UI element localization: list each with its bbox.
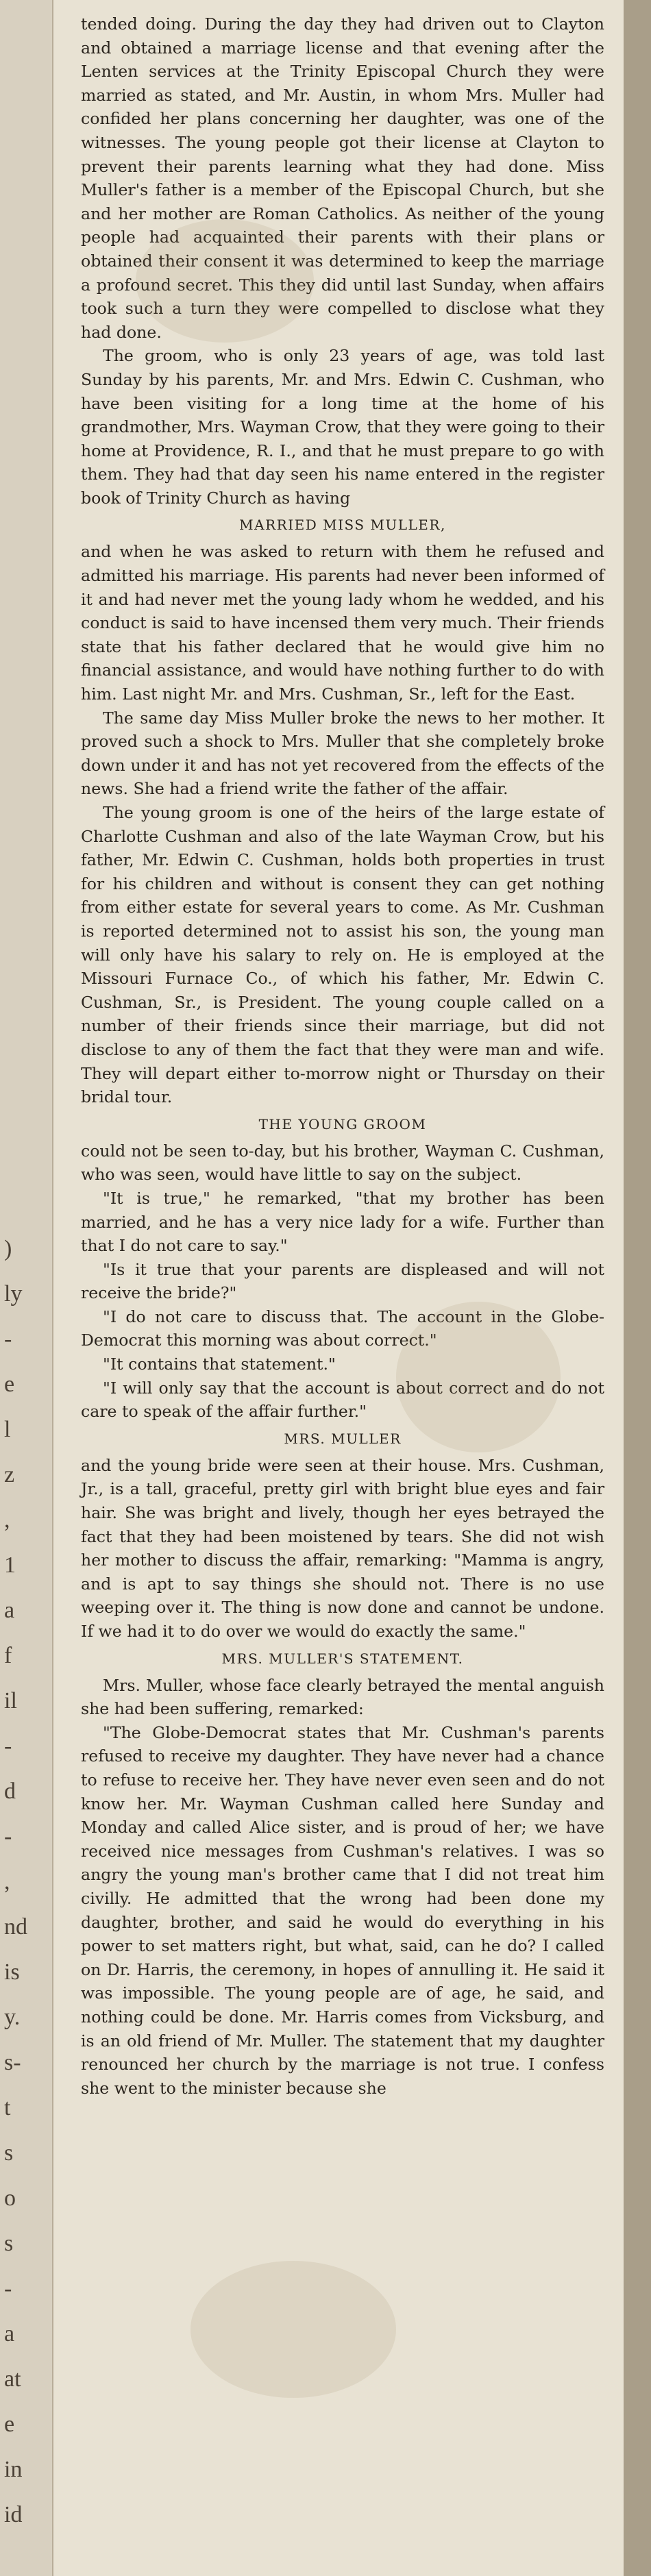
margin-fragment: f	[4, 1643, 12, 1668]
article-paragraph: could not be seen to-day, but his brother, Wayman C. Cushman, who was seen, would have little to say on the subject.	[81, 1141, 604, 1185]
margin-fragment: a	[4, 2321, 15, 2346]
margin-fragment: ly	[4, 1281, 23, 1306]
subheading: MARRIED MISS MULLER,	[239, 517, 446, 534]
article-paragraph: The groom, who is only 23 years of age, was told last Sunday by his parents, Mr. and Mrs. Edwin C. Cushman, who have been visiting for a long time at the home of his grandmother, Mrs. Wayman Crow, that they were going to their home at Providence, R. I., and that he must prepare to go with them. They had that day seen his name entered in the register book of Trinity Church as having	[81, 346, 604, 508]
margin-fragment: a	[4, 1598, 15, 1623]
paper-stain	[136, 219, 314, 343]
article-paragraph: "I do not care to discuss that. The account in the Globe-Democrat this morning was about correct."	[81, 1306, 604, 1350]
article-paragraph: The same day Miss Muller broke the news to her mother. It proved such a shock to Mrs. Muller that she completely broke down under it and has not yet recovered from the effects of the news. She had a friend write the father of the affair.	[81, 708, 604, 799]
article-paragraph: "Is it true that your parents are displeased and will not receive the bride?"	[81, 1259, 604, 1303]
paper-stain	[191, 2261, 396, 2398]
margin-fragment: il	[4, 1688, 17, 1713]
margin-fragment: -	[4, 1326, 12, 1352]
subheading: MRS. MULLER	[284, 1430, 402, 1447]
subheading: MRS. MULLER'S STATEMENT.	[221, 1650, 464, 1667]
article-paragraph: "It is true," he remarked, "that my brother has been married, and he has a very nice lady for a wife. Further than that I do not care to say."	[81, 1188, 604, 1256]
newspaper-clipping	[53, 0, 624, 2576]
margin-fragment: z	[4, 1462, 15, 1487]
article-paragraph: Mrs. Muller, whose face clearly betrayed the mental anguish she had been suffering, remarked:	[81, 1675, 604, 1719]
margin-fragment: t	[4, 2095, 11, 2120]
margin-fragment: ,	[4, 1869, 10, 1894]
article-body	[53, 0, 624, 2100]
margin-fragment: -	[4, 2276, 12, 2301]
margin-fragment: s	[4, 2231, 14, 2256]
margin-fragment: d	[4, 1779, 16, 1804]
margin-fragment: in	[4, 2457, 23, 2482]
margin-fragment: )	[4, 1236, 12, 1261]
margin-fragment: y.	[4, 2005, 21, 2030]
backing-board-edge	[624, 0, 651, 2576]
article-paragraph: The young groom is one of the heirs of the large estate of Charlotte Cushman and also of the late Wayman Crow, but his father, Mr. Edwin C. Cushman, holds both properties in trust for his children and without is consent they can get nothing from either estate for several years to come. As Mr. Cushman is reported determined not to assist his son, the young man will only have his salary to rely on. He is employed at the Missouri Furnace Co., of which his father, Mr. Edwin C. Cushman, Sr., is President. The young couple called on a number of their friends since their marriage, but did not disclose to any of them the fact that they were man and wife. They will depart either to-morrow night or Thursday on their bridal tour.	[81, 803, 604, 1107]
margin-fragment: -	[4, 1733, 12, 1759]
article-paragraph: tended doing. During the day they had driven out to Clayton and obtained a marriage license and that evening after the Lenten services at the Trinity Episcopal Church they were married as stated, and Mr. Austin, in whom Mrs. Muller had confided her plans concerning her daughter, was one of the witnesses. The young people got their license at Clayton to prevent their parents learning what they had done. Miss Muller's father is a member of the Episcopal Church, but she and her mother are Roman Catholics. As neither of the young people had acquainted their parents with their plans or obtained their consent it was determined to keep the marriage a profound secret. This they did until last Sunday, when affairs took such a turn they were compelled to disclose what they had done.	[81, 14, 604, 342]
paper-stain	[396, 1302, 561, 1452]
margin-fragment: e	[4, 1372, 15, 1397]
margin-fragment: o	[4, 2185, 16, 2211]
margin-fragment: e	[4, 2412, 15, 2437]
margin-fragment: s	[4, 2140, 14, 2166]
margin-fragment: id	[4, 2502, 23, 2527]
margin-fragment: is	[4, 1959, 20, 1985]
margin-fragment: l	[4, 1417, 11, 1442]
margin-fragment: at	[4, 2366, 21, 2392]
margin-fragment: nd	[4, 1914, 27, 1940]
article-paragraph: "It contains that statement."	[103, 1354, 336, 1374]
article-paragraph: and the young bride were seen at their house. Mrs. Cushman, Jr., is a tall, graceful, pretty girl with bright blue eyes and fair hair. She was bright and lively, though her eyes betrayed the fact that they had been moistened by tears. She did not wish her mother to discuss the affair, remarking: "Mamma is angry, and is apt to say things she should not. There is no use weeping over it. The thing is now done and cannot be undone. If we had it to do over we would do exactly the same."	[81, 1455, 604, 1641]
article-paragraph: and when he was asked to return with them he refused and admitted his marriage. His parents had never been informed of it and had never met the young lady whom he wedded, and his conduct is said to have incensed them very much. Their friends state that his father declared that he would give him no financial assistance, and would have nothing further to do with him. Last night Mr. and Mrs. Cushman, Sr., left for the East.	[81, 542, 604, 704]
margin-fragment: 1	[4, 1552, 16, 1578]
subheading: THE YOUNG GROOM	[258, 1115, 427, 1132]
margin-fragment: ,	[4, 1507, 10, 1533]
article-paragraph: "The Globe-Democrat states that Mr. Cushman's parents refused to receive my daughter. They have never had a chance to refuse to receive her. They have never even seen and do not know her. Mr. Wayman Cushman called here Sunday and Monday and called Alice sister, and is proud of her; we have received nice messages from Cushman's relatives. I was so angry the young man's brother came that I did not treat him civilly. He admitted that the wrong had been done my daughter, brother, and said he would do everything in his power to set matters right, but what, said, can he do? I called on Dr. Harris, the ceremony, in hopes of annulling it. He said it was impossible. The young people are of age, he said, and nothing could be done. Mr. Harris comes from Vicksburg, and is an old friend of Mr. Muller. The statement that my daughter renounced her church by the marriage is not true. I confess she went to the minister because she	[81, 1722, 604, 2098]
article-paragraph: "I will only say that the account is about correct and do not care to speak of the affair further."	[81, 1378, 604, 1422]
margin-fragment: s-	[4, 2050, 21, 2075]
margin-fragment: -	[4, 1824, 12, 1849]
